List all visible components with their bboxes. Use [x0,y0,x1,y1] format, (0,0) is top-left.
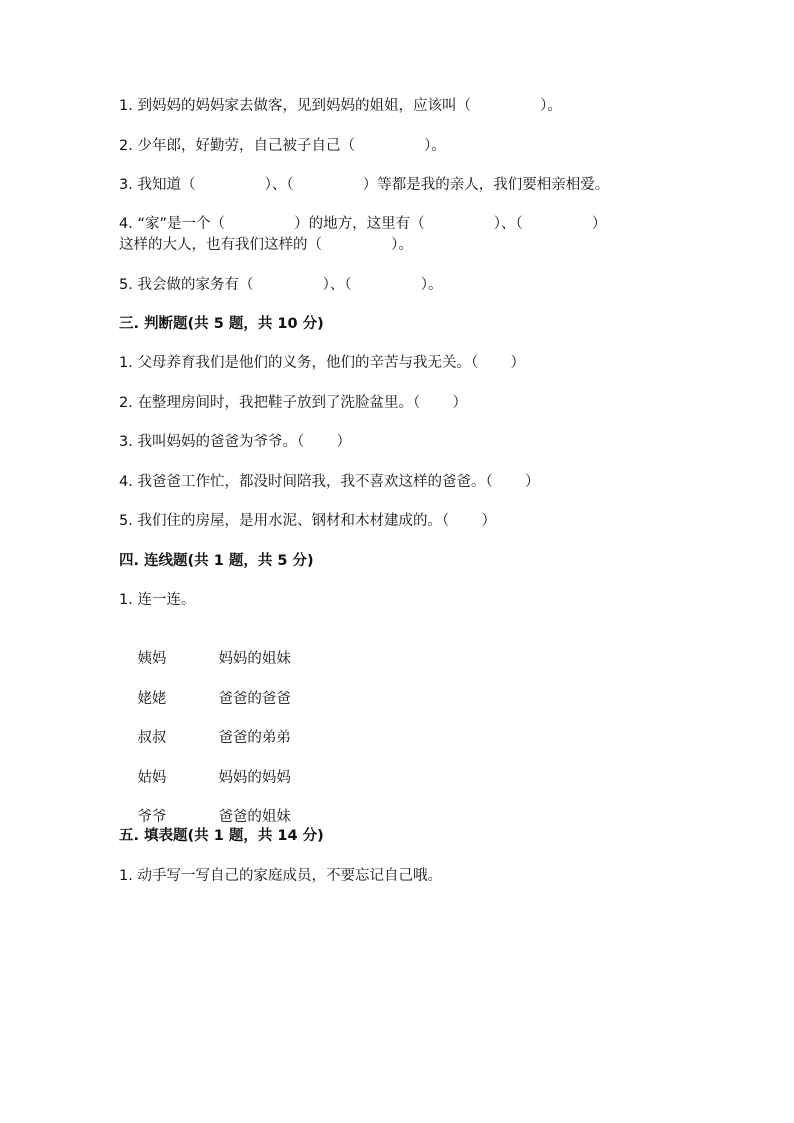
match-section-heading: 四. 连线题(共 1 题，共 5 分) [119,553,314,569]
match-left-term: 姥姥 [137,691,167,707]
judge-section-heading: 三. 判断题(共 5 题，共 10 分) [119,316,324,332]
fill-in-question-1: 1. 到妈妈的妈妈家去做客，见到妈妈的姐姐，应该叫（ ）。 [119,98,562,114]
fill-in-question-4-line-1: 4. “家”是一个（ ）的地方，这里有（ ）、（ ） [119,216,607,232]
match-right-term: 爸爸的姐妹 [218,809,291,825]
fill-in-question-3: 3. 我知道（ ）、（ ）等都是我的亲人，我们要相亲相爱。 [119,177,610,193]
match-left-term: 姑妈 [137,770,167,786]
match-right-term: 妈妈的妈妈 [218,770,291,786]
fill-in-question-4-line-2: 这样的大人，也有我们这样的（ ）。 [119,237,413,253]
table-section-heading: 五. 填表题(共 1 题，共 14 分) [119,828,324,844]
match-prompt: 1. 连一连。 [119,592,196,608]
judge-question-5: 5. 我们住的房屋，是用水泥、钢材和木材建成的。（ ） [119,513,496,529]
match-right-term: 爸爸的爸爸 [218,691,291,707]
judge-question-1: 1. 父母养育我们是他们的义务，他们的辛苦与我无关。（ ） [119,355,525,371]
fill-in-question-5: 5. 我会做的家务有（ ）、（ ）。 [119,277,443,293]
judge-question-2: 2. 在整理房间时，我把鞋子放到了洗脸盆里。（ ） [119,395,467,411]
match-right-term: 爸爸的弟弟 [218,730,291,746]
match-right-term: 妈妈的姐妹 [218,651,291,667]
match-left-term: 姨妈 [137,651,167,667]
match-left-term: 叔叔 [137,730,167,746]
table-prompt: 1. 动手写一写自己的家庭成员，不要忘记自己哦。 [119,868,442,884]
fill-in-question-2: 2. 少年郎，好勤劳，自己被子自己（ ）。 [119,138,446,154]
match-left-term: 爷爷 [137,809,167,825]
judge-question-4: 4. 我爸爸工作忙，都没时间陪我，我不喜欢这样的爸爸。（ ） [119,474,540,490]
judge-question-3: 3. 我叫妈妈的爸爸为爷爷。（ ） [119,434,351,450]
